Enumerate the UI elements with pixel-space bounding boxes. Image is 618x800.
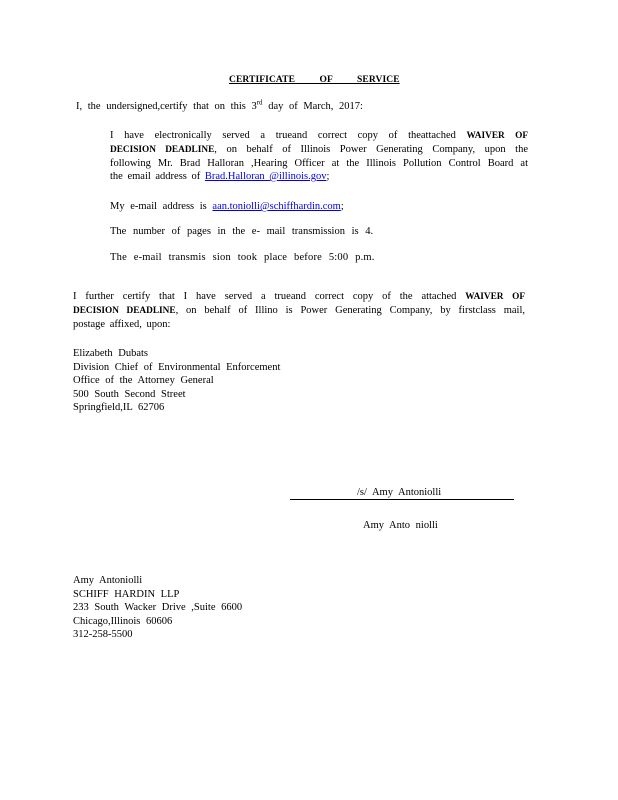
document-title: CERTIFICATE OF SERVICE [229,75,400,85]
electronic-signature: /s/ Amy Antoniolli [357,487,442,498]
recipient-line: 500 South Second Street [73,388,186,400]
signature-line [290,499,514,500]
mail-service-paragraph [73,290,525,331]
recipient-line: Division Chief of Environmental Enforcement [73,361,281,373]
intro-date: day of March, 2017: [268,101,363,112]
para1-decision-deadline: DECISION DEADLINE [110,145,215,155]
para1-line1: I have electronically served a trueand correct copy of theattached [110,130,456,141]
para2-waiver: WAIVER OF [465,292,525,302]
para2-line2: , on behalf of Illino is Power Generating Company, by firstclass mail, [175,305,525,316]
page-count-statement: The number of pages in the e- mail transmission is 4. [110,226,374,237]
para1-line2: , on behalf of Illinois Power Generating Company, upon the [214,144,528,155]
para1-waiver: WAIVER OF [466,131,528,141]
sender-line: Amy Antoniolli [73,575,143,586]
intro-text: I, the undersigned,certify that on this 3 [76,101,257,112]
recipient-address [73,347,280,415]
electronic-service-paragraph [110,129,528,183]
recipient-line: Office of the Attorney General [73,375,214,386]
recipient-line: Elizabeth Dubats [73,348,149,359]
para1-line4-end: ; [326,171,330,182]
sender-line: 233 South Wacker Drive ,Suite 6600 [73,602,243,613]
sender-email-link[interactable]: aan.toniolli@schiffhardin.com [212,201,341,212]
signer-name: Amy Anto niolli [363,520,438,531]
sender-line: 312-258-5500 [73,629,133,640]
recipient-line: Springfield,IL 62706 [73,402,165,413]
sender-address-block [73,574,242,642]
intro-line [76,100,363,113]
my-email-statement [110,200,344,213]
para1-line4: the email address of [110,171,201,182]
hearing-officer-email-link[interactable]: Brad.Halloran @illinois.gov [204,171,327,182]
para1-line3: following Mr. Brad Halloran ,Hearing Officer at the Illinois Pollution Control Board at [110,158,528,169]
para2-line1: I further certify that I have served a trueand correct copy of the attached [73,291,457,302]
para2-decision-deadline: DECISION DEADLINE [73,306,176,316]
ordinal-suffix: rd [256,98,263,107]
para2-line3: postage affixed, upon: [73,319,171,330]
sender-line: SCHIFF HARDIN LLP [73,588,180,600]
sender-line: Chicago,Illinois 60606 [73,615,173,627]
my-email-label: My e-mail address is [110,201,207,212]
my-email-end: ; [340,201,344,212]
transmission-time-statement: The e-mail transmis sion took place before 5:00 p.m. [110,252,375,263]
